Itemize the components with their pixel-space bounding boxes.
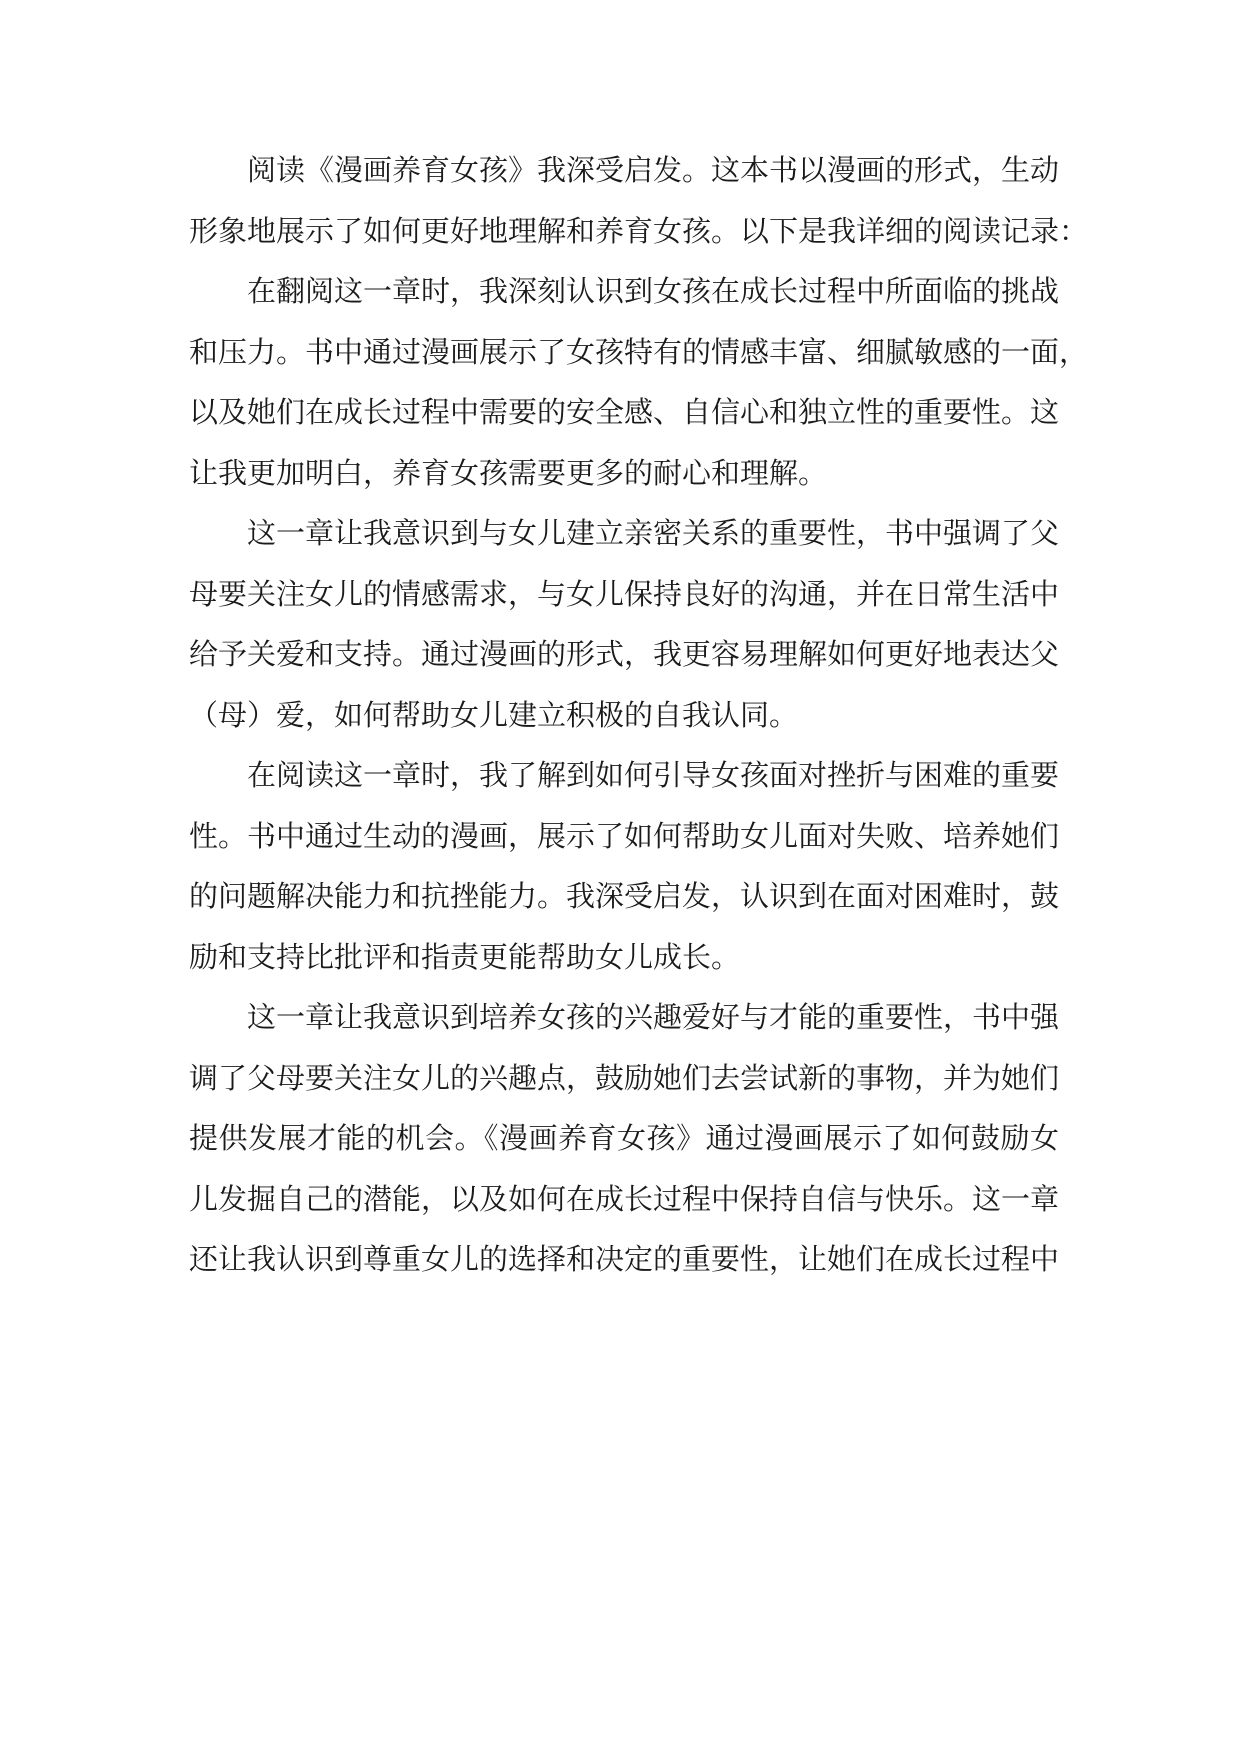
paragraph-3-line-3: 给予关爱和支持。通过漫画的形式，我更容易理解如何更好地表达父 <box>189 637 1060 671</box>
paragraph-2-line-3: 以及她们在成长过程中需要的安全感、自信心和独立性的重要性。这 <box>189 395 1060 429</box>
paragraph-2-line-1: 在翻阅这一章时，我深刻认识到女孩在成长过程中所面临的挑战 <box>247 274 1060 308</box>
paragraph-4-line-2: 性。书中通过生动的漫画，展示了如何帮助女儿面对失败、培养她们 <box>189 818 1060 853</box>
document-body <box>189 140 1089 1290</box>
paragraph-5-line-5: 还让我认识到尊重女儿的选择和决定的重要性，让她们在成长过程中 <box>189 1242 1060 1276</box>
paragraph-5-line-3: 提供发展才能的机会。《漫画养育女孩》通过漫画展示了如何鼓励女 <box>189 1121 1059 1155</box>
paragraph-2-line-4: 让我更加明白，养育女孩需要更多的耐心和理解。 <box>189 455 828 490</box>
paragraph-3-line-4: （母）爱，如何帮助女儿建立积极的自我认同。 <box>189 697 799 732</box>
paragraph-1-line-1: 阅读《漫画养育女孩》我深受启发。这本书以漫画的形式，生动 <box>247 153 1060 187</box>
paragraph-3-line-1: 这一章让我意识到与女儿建立亲密关系的重要性，书中强调了父 <box>247 516 1060 550</box>
paragraph-2-line-2: 和压力。书中通过漫画展示了女孩特有的情感丰富、细腻敏感的一面， <box>189 334 1089 369</box>
paragraph-5-line-2: 调了父母要关注女儿的兴趣点，鼓励她们去尝试新的事物，并为她们 <box>189 1060 1060 1095</box>
paragraph-5-line-4: 儿发掘自己的潜能，以及如何在成长过程中保持自信与快乐。这一章 <box>189 1181 1060 1216</box>
paragraph-3-line-2: 母要关注女儿的情感需求，与女儿保持良好的沟通，并在日常生活中 <box>189 576 1060 611</box>
paragraph-1-line-2: 形象地展示了如何更好地理解和养育女孩。以下是我详细的阅读记录： <box>189 213 1089 248</box>
paragraph-4-line-1: 在阅读这一章时，我了解到如何引导女孩面对挫折与困难的重要 <box>247 758 1060 792</box>
paragraph-5-line-1: 这一章让我意识到培养女孩的兴趣爱好与才能的重要性，书中强 <box>247 1000 1060 1034</box>
paragraph-4-line-4: 励和支持比批评和指责更能帮助女儿成长。 <box>189 939 741 974</box>
paragraph-4-line-3: 的问题解决能力和抗挫能力。我深受启发，认识到在面对困难时，鼓 <box>189 879 1060 913</box>
